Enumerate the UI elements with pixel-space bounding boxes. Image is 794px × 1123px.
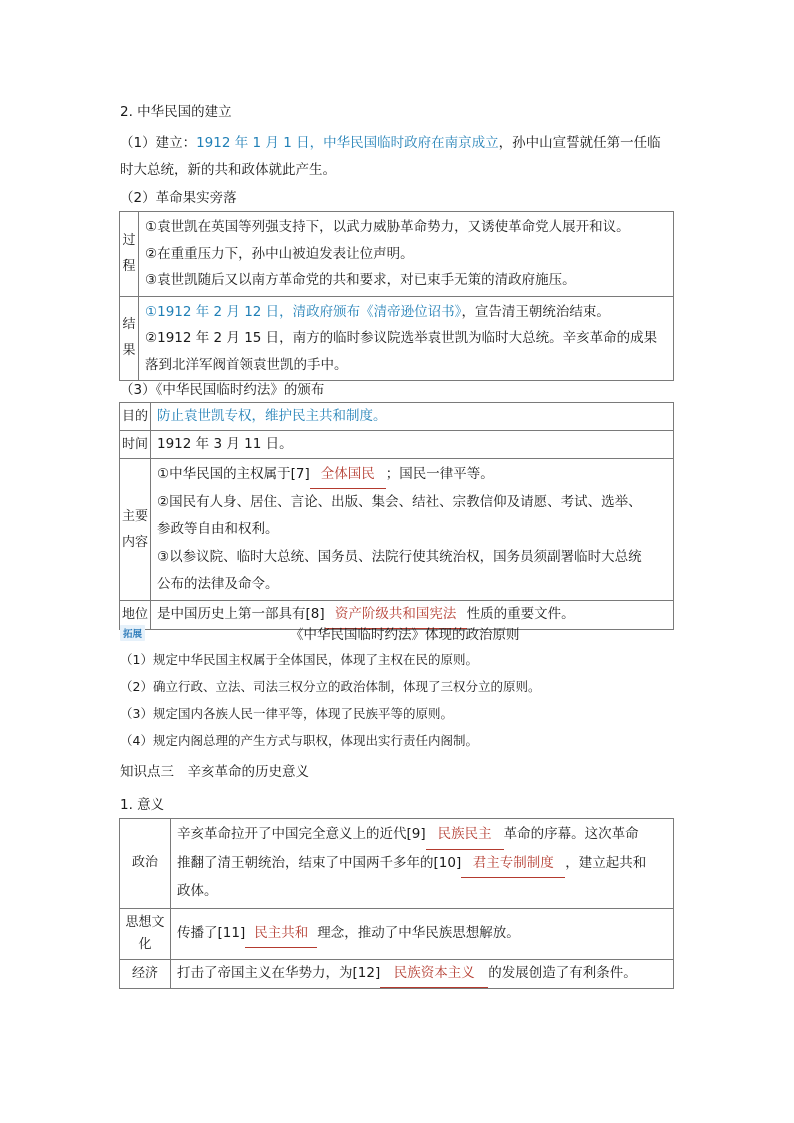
content-line: ②国民有人身、居住、言论、出版、集会、结社、宗教信仰及请愿、考试、选举、: [157, 494, 642, 511]
content-line: 参政等自由和权利。: [157, 521, 279, 538]
paragraph-establish-line2: 时大总统，新的共和政体就此产生。: [120, 162, 336, 178]
result-cell: [139, 296, 674, 381]
content-line: ①中华民国的主权属于[7] 全体国民 ；国民一律平等。: [157, 461, 667, 489]
label-content: 主要 内容: [120, 459, 151, 601]
label-status: 地位: [120, 601, 151, 630]
constitution-table: [119, 402, 674, 630]
meaning-title: 1. 意义: [120, 797, 165, 813]
answer-blank: 资产阶级共和国宪法: [325, 601, 467, 629]
answer-blank: 君主专制制度: [461, 850, 565, 879]
process-cell: [139, 212, 674, 297]
paragraph-suffix: ，孙中山宣誓就任第一任临: [498, 135, 661, 151]
process-line: ③袁世凯随后又以南方革命党的共和要求，对已束手无策的清政府施压。: [145, 272, 576, 288]
extension-title: 《中华民国临时约法》体现的政治原则: [290, 627, 520, 643]
result-line: ②1912 年 2 月 15 日，南方的临时参议院选举袁世凯为临时大总统。辛亥革命的成果: [145, 330, 658, 346]
process-line: ①袁世凯在英国等列强支持下，以武力威胁革命势力，又诱使革命党人展开和议。: [145, 219, 630, 235]
content-cell: [151, 459, 674, 601]
extension-list: [120, 646, 540, 754]
subsection-title: （2）革命果实旁落: [120, 190, 237, 206]
answer-blank: 民族民主: [426, 821, 504, 850]
thought-cell: 传播了[11] 民主共和 理念，推动了中华民族思想解放。: [171, 908, 674, 959]
label-economy: 经济: [120, 959, 171, 988]
process-line: ②在重重压力下，孙中山被迫发表让位声明。: [145, 245, 414, 262]
label-purpose: 目的: [120, 403, 151, 431]
list-item: （2）确立行政、立法、司法三权分立的政治体制，体现了三权分立的原则。: [120, 679, 541, 694]
revolution-table: [119, 211, 674, 381]
label-process: 过 程: [120, 212, 139, 297]
label-thought: 思想文 化: [120, 908, 171, 959]
paragraph-establish: [120, 131, 661, 151]
highlight-text: 1912 年 1 月 1 日，中华民国临时政府在南京成立: [196, 135, 499, 151]
status-text: 是中国历史上第一部具有[8] 资产阶级共和国宪法 性质的重要文件。: [151, 601, 674, 630]
politics-cell: 辛亥革命拉开了中国完全意义上的近代[9] 民族民主 革命的序幕。这次革命 推翻了清王朝统治，结束了中国两千多年的[10] 君主专制制度 ，建立起共和 政体。: [171, 819, 674, 909]
answer-blank: 民族资本主义: [380, 960, 488, 988]
label-politics: 政治: [120, 819, 171, 909]
list-item: （3）规定国内各族人民一律平等，体现了民族平等的原则。: [120, 706, 453, 721]
significance-table: [119, 818, 674, 989]
section-title: 2. 中华民国的建立: [120, 104, 232, 120]
content-line: ③以参议院、临时大总统、国务员、法院行使其统治权，国务员须副署临时大总统: [157, 548, 642, 565]
result-line: ①1912 年 2 月 12 日，清政府颁布《清帝逊位诏书》，宣告清王朝统治结束。: [145, 303, 610, 320]
label-time: 时间: [120, 431, 151, 459]
answer-blank: 民主共和: [245, 920, 317, 948]
label-result: 结 果: [120, 296, 139, 381]
content-line: 公布的法律及命令。: [157, 575, 279, 592]
purpose-text: 防止袁世凯专权，维护民主共和制度。: [151, 403, 674, 431]
list-item: （1）规定中华民国主权属于全体国民，体现了主权在民的原则。: [120, 652, 478, 667]
result-line: 落到北洋军阀首领袁世凯的手中。: [145, 356, 348, 373]
subsection-title: （3）《中华民国临时约法》的颁布: [120, 382, 325, 398]
answer-blank: 全体国民: [310, 461, 386, 489]
time-text: 1912 年 3 月 11 日。: [151, 431, 674, 459]
paragraph-prefix: （1）建立：: [120, 135, 197, 151]
list-item: （4）规定内阁总理的产生方式与职权，体现出实行责任内阁制。: [120, 733, 478, 748]
economy-cell: 打击了帝国主义在华势力，为[12] 民族资本主义 的发展创造了有利条件。: [171, 959, 674, 988]
extension-badge: 拓展: [120, 625, 145, 641]
knowledge-point-title: 知识点三 辛亥革命的历史意义: [120, 764, 309, 780]
